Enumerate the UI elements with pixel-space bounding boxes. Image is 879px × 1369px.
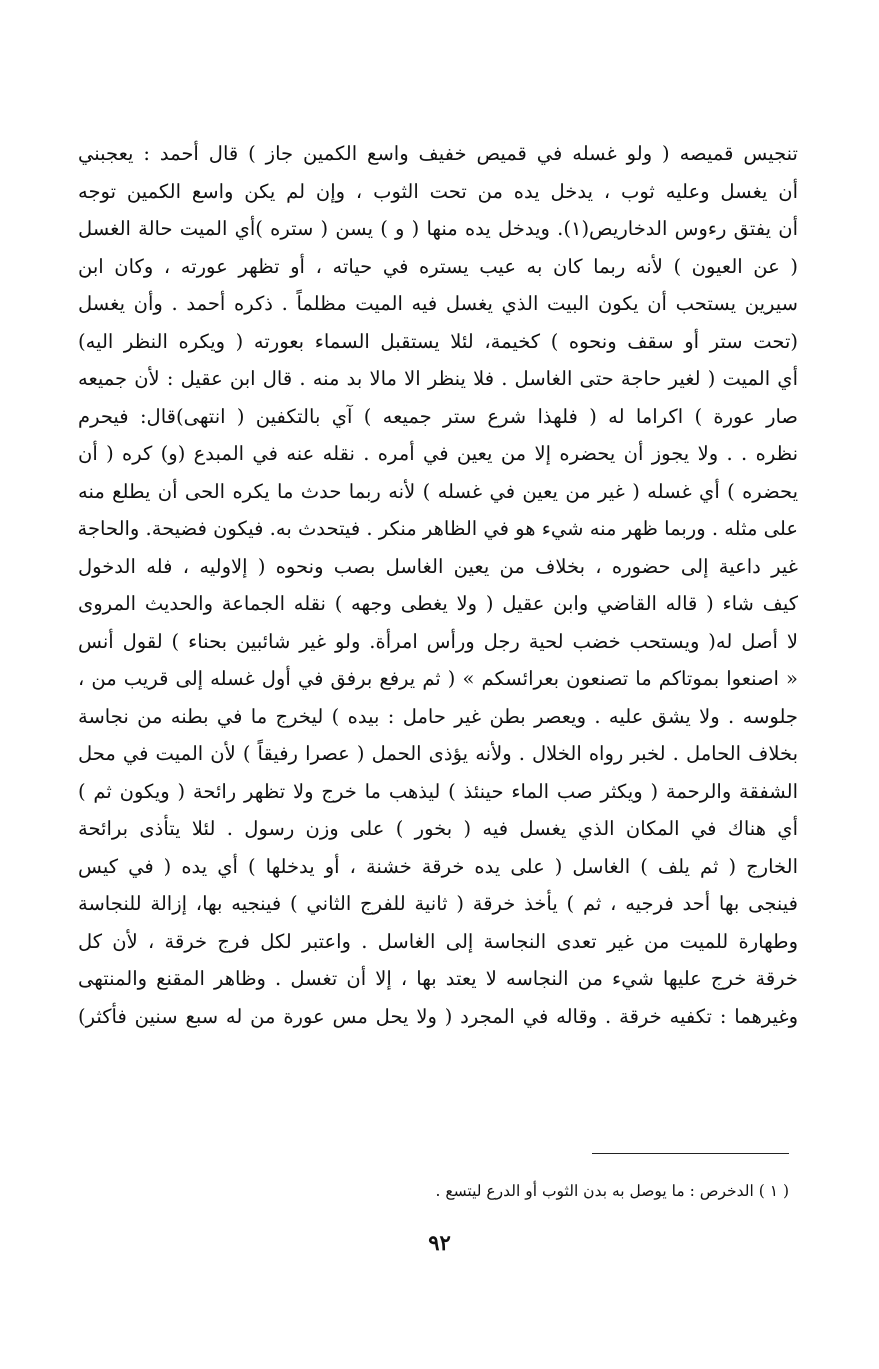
- main-text-block: [78, 135, 798, 1035]
- footnote-separator: [592, 1153, 789, 1154]
- text-line-22: وطهارة للميت من غير تعدى النجاسة إلى الغاسل . واعتبر لكل فرج خرقة ، لأن كل: [78, 929, 798, 953]
- text-line-18: الشفقة والرحمة ( ويكثر صب الماء حينئذ ) ليذهب ما خرج ولا تظهر رائحة ( ويكون ثم ): [78, 779, 798, 803]
- text-line-23: خرقة خرج عليها شيء من النجاسه لا يعتد بها ، إلا أن تغسل . وظاهر المقنع والمنتهى: [78, 967, 798, 990]
- text-line-19: أي هناك في المكان الذي يغسل فيه ( بخور ) على وزن رسول . لئلا يتأذى برائحة: [78, 817, 798, 840]
- text-line-2: أن يغسل وعليه ثوب ، يدخل يده من تحت الثوب ، وإن لم يكن واسع الكمين توجه: [78, 179, 798, 203]
- text-line-8: صار عورة ) اكراما له ( فلهذا شرع ستر جميعه ) آي بالتكفين ( انتهى)قال: فيحرم: [78, 404, 798, 428]
- text-line-14: لا أصل له( ويستحب خضب لحية رجل ورأس امرأة. ولو غير شائبين بحناء ) لقول أنس: [78, 629, 798, 653]
- text-line-17: بخلاف الحامل . لخبر رواه الخلال . ولأنه يؤذى الحمل ( عصرا رفيقاً ) لأن الميت في محل: [78, 742, 798, 765]
- text-line-16: جلوسه . ولا يشق عليه . ويعصر بطن غير حامل : بيده ) ليخرج ما في بطنه من نجاسة: [78, 704, 798, 728]
- text-line-13: كيف شاء ( قاله القاضي وابن عقيل ( ولا يغطى وجهه ) نقله الجماعة والحديث المروى: [78, 592, 798, 615]
- text-line-15: « اصنعوا بموتاكم ما تصنعون بعرائسكم » ( ثم يرفع برفق في أول غسله إلى قريب من ،: [78, 667, 798, 690]
- text-line-24: وغيرهما : تكفيه خرقة . وقاله في المجرد ( ولا يحل مس عورة من له سبع سنين فأكثر): [78, 1004, 798, 1028]
- text-line-21: فينجى بها أحد فرجيه ، ثم ) يأخذ خرقة ( ثانية للفرج الثاني ) فينجيه بها، إزالة للنجاسة: [78, 892, 798, 915]
- footnote: ( ١ ) الدخرص : ما يوصل به بدن الثوب أو الدرع ليتسع .: [435, 1182, 789, 1200]
- text-line-3: أن يفتق رءوس الدخاريص(١). ويدخل يده منها ( و ) يسن ( ستره )أي الميت حالة الغسل: [78, 217, 798, 240]
- text-line-1: تنجيس قميصه ( ولو غسله في قميص خفيف واسع الكمين جاز ) قال أحمد : يعجبني: [78, 142, 798, 165]
- text-line-11: على مثله . وربما ظهر منه شيء هو في الظاهر منكر . فيتحدث به. فيكون فضيحة. والحاجة: [78, 517, 798, 540]
- text-line-12: غير داعية إلى حضوره ، بخلاف من يعين الغاسل بصب ونحوه ( إلاوليه ، فله الدخول: [78, 554, 798, 578]
- text-line-5: سيرين يستحب أن يكون البيت الذي يغسل فيه الميت مظلماً . ذكره أحمد . وأن يغسل: [78, 292, 798, 315]
- text-line-6: (تحت ستر أو سقف ونحوه ) كخيمة، لئلا يستقبل السماء بعورته ( ويكره النظر اليه): [78, 329, 798, 353]
- text-line-7: أي الميت ( لغير حاجة حتى الغاسل . فلا ينظر الا مالا بد منه . قال ابن عقيل : لأن جميعه: [78, 367, 798, 390]
- text-line-4: ( عن العيون ) لأنه ربما كان به عيب يستره في حياته ، أو تظهر عورته ، وكان ابن: [78, 254, 798, 278]
- text-line-9: نظره . . ولا يجوز أن يحضره إلا من يعين في أمره . نقله عنه في المبدع (و) كره ( أن: [78, 442, 798, 465]
- text-line-20: الخارج ( ثم يلف ) الغاسل ( على يده خرقة خشنة ، أو يدخلها ) أي يده ( في كيس: [78, 854, 798, 878]
- text-line-10: يحضره ) أي غسله ( غير من يعين في غسله ) لأنه ربما حدث ما يكره الحى أن يطلع منه: [78, 479, 798, 503]
- page-number: ٩٢: [428, 1230, 451, 1255]
